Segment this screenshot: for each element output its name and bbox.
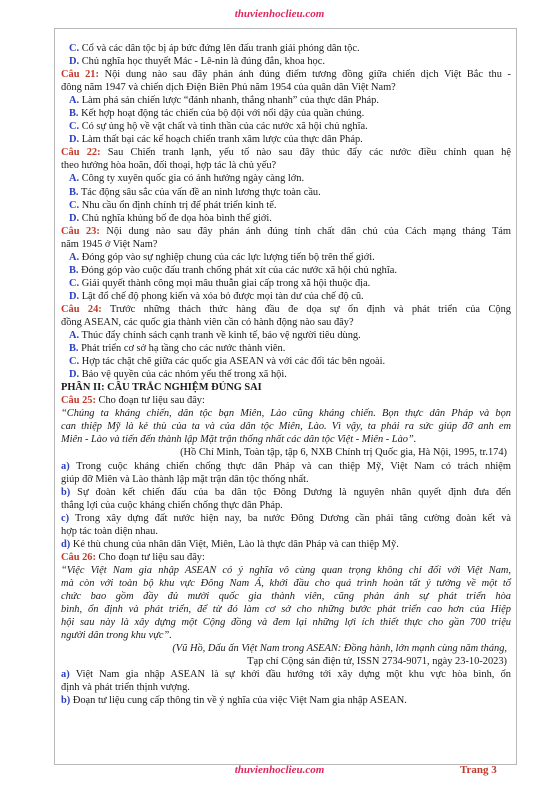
answer-option — [61, 329, 511, 342]
quote-line — [61, 433, 511, 446]
section-heading — [61, 381, 511, 394]
question-number: Câu 25: — [61, 395, 96, 407]
question-line — [61, 551, 511, 564]
page-number: Trang 3 — [460, 764, 497, 776]
line-text: hợp tác toàn diện nhau. — [61, 525, 158, 537]
source-citation — [61, 642, 511, 655]
statement-line — [61, 694, 511, 707]
question-number: Câu 24: — [61, 303, 102, 315]
line-text: bình, ổn định và phát triển, để từ đó làm cơ sở cho những bước phát triển cao hơn của Hiệp — [61, 604, 511, 616]
option-label: D. — [69, 212, 80, 224]
text-continuation — [61, 238, 511, 251]
line-text: Cho đoạn tư liệu sau đây: — [95, 551, 205, 563]
option-label: B. — [69, 108, 79, 120]
quote-line — [61, 577, 511, 590]
line-text: Cho đoạn tư liệu sau đây: — [95, 395, 205, 407]
text-continuation — [61, 159, 511, 172]
quote-line — [61, 629, 511, 642]
answer-option — [61, 251, 511, 264]
line-text: Đóng góp vào sự nghiệp chung của các lực lượng tiến bộ trên thế giới. — [79, 251, 375, 263]
answer-option — [61, 55, 511, 68]
text-continuation — [61, 499, 511, 512]
source-citation — [61, 446, 511, 459]
line-text: Lật đổ chế độ phong kiến và xóa bỏ được mọi tàn dư của chế độ cũ. — [79, 290, 364, 302]
text-continuation — [61, 525, 511, 538]
line-text: Trong cuộc kháng chiến chống thực dân Pháp và can thiệp Mỹ, Việt Nam có trách nhiệm — [69, 460, 511, 472]
answer-option — [61, 368, 511, 381]
line-text: thắng lợi của cuộc kháng chiến chống thực dân Pháp. — [61, 499, 283, 511]
answer-option — [61, 107, 511, 120]
line-text: “Việc Việt Nam gia nhập ASEAN có ý nghĩa vô cùng quan trọng không chỉ đối với Việt Nam, — [61, 564, 511, 576]
text-continuation — [61, 316, 511, 329]
question-line — [61, 225, 511, 238]
answer-option — [61, 42, 511, 55]
line-text: Hợp tác chặt chẽ giữa các quốc gia ASEAN và với các đối tác bên ngoài. — [79, 356, 386, 368]
quote-line — [61, 420, 511, 433]
question-line — [61, 394, 511, 407]
answer-option — [61, 264, 511, 277]
line-text: “Chúng ta kháng chiến, dân tộc bạn Miên, Lào cũng kháng chiến. Bọn thực dân Pháp và bọn — [61, 408, 511, 420]
source-citation — [61, 655, 511, 668]
line-text: Kết hợp hoạt động tác chiến của bộ đội với nổi dậy của quần chúng. — [78, 108, 365, 120]
quote-line — [61, 590, 511, 603]
answer-option — [61, 290, 511, 303]
option-label: A. — [69, 95, 80, 107]
line-text: người dân trong khu vực”. — [61, 630, 172, 642]
statement-line — [61, 486, 511, 499]
option-label: a) — [61, 669, 70, 681]
line-text: Làm phá sản chiến lược “đánh nhanh, thắng nhanh” của thực dân Pháp. — [79, 95, 379, 107]
statement-line — [61, 538, 511, 551]
option-label: C. — [69, 356, 80, 368]
line-text: hội sau này là xây dựng một Cộng đồng và đem lại những lợi ích thiết thực cho gần 700 triệu — [61, 617, 511, 629]
option-label: A. — [69, 330, 80, 342]
question-number: Câu 23: — [61, 225, 100, 237]
answer-option — [61, 212, 511, 225]
text-continuation — [61, 681, 511, 694]
answer-option — [61, 133, 511, 146]
line-text: Phát triển cơ sở hạ tầng cho các nước thành viên. — [78, 343, 286, 355]
line-text: Kẻ thù chung của nhân dân Việt, Miên, Lào là thực dân Pháp và can thiệp Mỹ. — [70, 538, 399, 550]
answer-option — [61, 355, 511, 368]
answer-option — [61, 186, 511, 199]
line-text: (Hồ Chí Minh, Toàn tập, tập 6, NXB Chính trị Quốc gia, Hà Nội, 1995, tr.174) — [180, 447, 507, 459]
answer-option — [61, 277, 511, 290]
option-label: B. — [69, 186, 79, 198]
line-text: Sau Chiến tranh lạnh, yếu tố nào sau đây thúc đẩy các nước điều chỉnh quan hệ — [100, 147, 511, 159]
line-text: (Vũ Hồ, Dấu ấn Việt Nam trong ASEAN: Đồng hành, lớn mạnh cùng năm tháng, — [172, 643, 507, 655]
line-text: đồng ASEAN, các quốc gia thành viên cần có hành động nào sau đây? — [61, 316, 354, 328]
line-text: đông năm 1947 và chiến dịch Điện Biên Phủ năm 1954 của quân dân Việt Nam? — [61, 82, 396, 94]
line-text: Thúc đẩy chính sách cạnh tranh về kinh tế, bảo vệ người tiêu dùng. — [79, 330, 361, 342]
statement-line — [61, 460, 511, 473]
option-label: A. — [69, 173, 80, 185]
option-label: D. — [69, 369, 80, 381]
line-text: Trước những thách thức hàng đầu đe dọa sự ổn định và phát triển của Cộng — [101, 303, 511, 315]
document-body — [61, 42, 511, 707]
line-text: Việt Nam gia nhập ASEAN là sự khởi đầu hướng tới xây dựng một khu vực hòa bình, ổn — [69, 669, 511, 681]
answer-option — [61, 199, 511, 212]
option-label: D. — [69, 290, 80, 302]
question-number: Câu 22: — [61, 147, 101, 159]
line-text: giúp đỡ Miên và Lào thành lập mặt trận dân tộc thống nhất. — [61, 473, 309, 485]
line-text: năm 1945 ở Việt Nam? — [61, 238, 158, 250]
option-label: C. — [69, 277, 80, 289]
line-text: Miên - Lào và tiến đến thành lập Mặt trận thống nhất các dân tộc Việt - Miên - Lào”. — [61, 434, 417, 446]
line-text: Bảo vệ quyền của các nhóm yếu thế trong xã hội. — [79, 369, 287, 381]
quote-line — [61, 564, 511, 577]
line-text: can thiệp Mỹ là kẻ thù của ta và của dân tộc Miên, Lào. Vì vậy, ta phải ra sức giúp đỡ anh em — [61, 421, 511, 433]
question-number: Câu 21: — [61, 69, 99, 81]
quote-line — [61, 616, 511, 629]
option-label: C. — [69, 121, 80, 133]
answer-option — [61, 120, 511, 133]
question-line — [61, 146, 511, 159]
question-line — [61, 68, 511, 81]
option-label: b) — [61, 695, 71, 707]
line-text: Tác động sâu sắc của vấn đề an ninh lương thực toàn cầu. — [78, 186, 321, 198]
option-label: a) — [61, 460, 70, 472]
line-text: mà còn với toàn bộ khu vực Đông Nam Á, khởi đầu cho quá trình hoàn tất ý tưởng về một tổ — [61, 577, 511, 589]
option-label: B. — [69, 264, 79, 276]
line-text: định và phát triển thịnh vượng. — [61, 682, 190, 694]
option-label: d) — [61, 538, 71, 550]
line-text: PHẦN II: CÂU TRẮC NGHIỆM ĐÚNG SAI — [61, 382, 262, 394]
quote-line — [61, 407, 511, 420]
line-text: Đóng góp vào cuộc đấu tranh chống phát xít của các nước xã hội chủ nghĩa. — [78, 264, 397, 276]
option-label: A. — [69, 251, 80, 263]
line-text: Nhu cầu ổn định chính trị để phát triển kinh tế. — [79, 199, 277, 211]
statement-line — [61, 668, 511, 681]
header-site-link[interactable]: thuvienhoclieu.com — [234, 8, 325, 20]
line-text: Cổ và các dân tộc bị áp bức đứng lên đấu tranh giải phóng dân tộc. — [79, 43, 360, 54]
text-continuation — [61, 81, 511, 94]
option-label: D. — [69, 134, 80, 146]
statement-line — [61, 512, 511, 525]
line-text: Giải quyết thành công mọi mâu thuẫn giai cấp trong xã hội thuộc địa. — [79, 277, 371, 289]
answer-option — [61, 172, 511, 185]
line-text: Đoạn tư liệu cung cấp thông tin về ý nghĩa của việc Việt Nam gia nhập ASEAN. — [70, 695, 407, 707]
line-text: Có sự ủng hộ về vật chất và tinh thần của các nước xã hội chủ nghĩa. — [79, 121, 368, 133]
option-label: C. — [69, 199, 80, 211]
line-text: Làm thất bại các kế hoạch chiến tranh xâm lược của thực dân Pháp. — [79, 134, 363, 146]
line-text: Trong xây dựng đất nước hiện nay, ba nước Đông Dương cần phải tăng cường đoàn kết và — [69, 512, 511, 524]
text-continuation — [61, 473, 511, 486]
line-text: Tạp chí Cộng sản điện tử, ISSN 2734-9071, ngày 23-10-2023) — [247, 656, 507, 668]
question-number: Câu 26: — [61, 551, 96, 563]
option-label: b) — [61, 486, 71, 498]
option-label: D. — [69, 56, 80, 68]
quote-line — [61, 603, 511, 616]
question-line — [61, 303, 511, 316]
option-label: c) — [61, 512, 70, 524]
line-text: theo hướng hòa hoãn, đối thoại, hợp tác là chủ yếu? — [61, 160, 277, 172]
line-text: chức bao gồm đầy đủ mười quốc gia thành viên, cũng phản ánh sự phát triển hòa — [61, 590, 511, 602]
line-text: Nội dung nào sau đây phản ánh đúng tính chất dân chủ của Cách mạng tháng Tám — [99, 225, 511, 237]
line-text: Chủ nghĩa học thuyết Mác - Lê-nin là đúng đắn, khoa học. — [79, 56, 325, 68]
option-label: C. — [69, 43, 80, 54]
line-text: Nội dung nào sau đây phản ánh đúng điểm tương đồng giữa chiến dịch Việt Bắc thu - — [98, 69, 511, 81]
line-text: Công ty xuyên quốc gia có ảnh hưởng ngày càng lớn. — [79, 173, 305, 185]
option-label: B. — [69, 343, 79, 355]
line-text: Chủ nghĩa khủng bố đe dọa hòa bình thế giới. — [79, 212, 272, 224]
footer-site-link[interactable]: thuvienhoclieu.com — [234, 764, 325, 776]
line-text: Sự đoàn kết chiến đấu của ba dân tộc Đông Dương là nguyên nhân quyết định đưa đến — [70, 486, 511, 498]
answer-option — [61, 342, 511, 355]
answer-option — [61, 94, 511, 107]
